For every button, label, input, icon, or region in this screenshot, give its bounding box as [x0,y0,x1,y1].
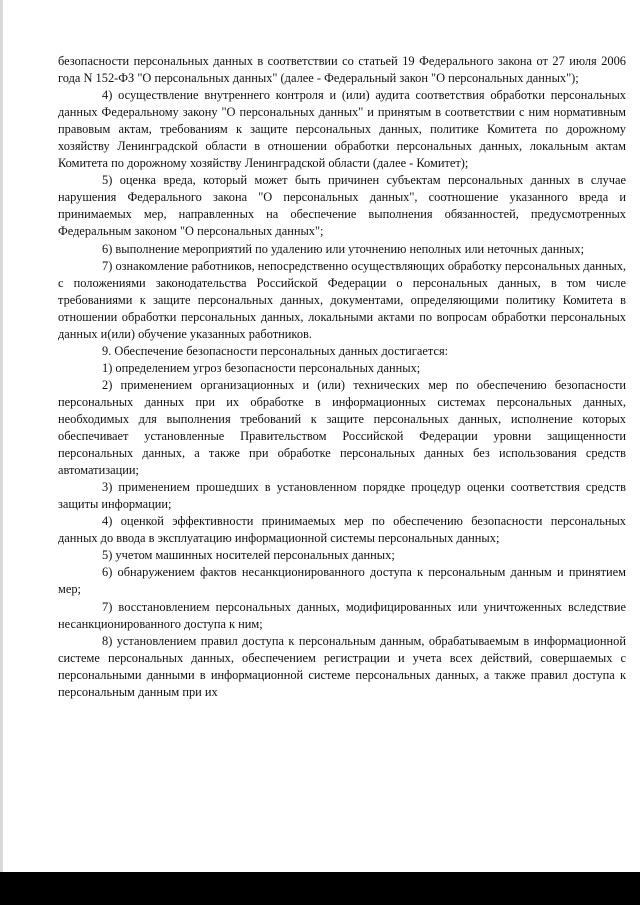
section-9-item-8: 8) установлением правил доступа к персональным данным, обрабатываемым в информационной системе персональных данных, обеспечением регистрации и учета всех действий, совершаемых с персональными данными в информационной системе персональных данных, а также правил доступа к персональным данным при их [58,633,626,699]
scan-bottom-border [0,872,640,905]
section-9-item-6: 6) обнаружением фактов несанкционированного доступа к персональным данным и принятием мер; [58,565,626,597]
section-9-item-3: 3) применением прошедших в установленном порядке процедур оценки соответствия средств защиты информации; [58,480,626,512]
paragraph-item-5: 5) оценка вреда, который может быть причинен субъектам персональных данных в случае нарушения Федерального закона "О персональных данных", соотношение указанного вреда и принимаемых мер, направленных на обеспечение выполнения обязанностей, предусмотренных Федеральным законом "О персональных данных"; [58,173,626,239]
paragraph-item-4: 4) осуществление внутреннего контроля и (или) аудита соответствия обработки персональных данных Федеральному закону "О персональных данных" и принятым в соответствии с ним нормативным правовым актам, требованиям к защите персональных данных, политике Комитета по дорожному хозяйству Ленинградской области в отношении обработки персональных данных, локальным актам Комитета по дорожному хозяйству Ленинградской области (далее - Комитет); [58,88,626,171]
section-9-item-5: 5) учетом машинных носителей персональных данных; [102,548,395,563]
section-9-item-7: 7) восстановлением персональных данных, модифицированных или уничтоженных вследствие несанкционированного доступа к ним; [58,599,626,631]
scan-edge [0,0,3,905]
document-page [58,53,626,701]
paragraph-item-7: 7) ознакомление работников, непосредственно осуществляющих обработку персональных данных, с положениями законодательства Российской Федерации о персональных данных, в том числе требованиями к защите персональных данных, документами, определяющими политику Комитета в отношении обработки персональных данных, локальными актами по вопросам обработки персональных данных и(или) обучение указанных работников. [58,258,626,341]
paragraph-continuation: безопасности персональных данных в соответствии со статьей 19 Федерального закона от 27 июля 2006 года N 152-ФЗ "О персональных данных" (далее - Федеральный закон "О персональных данных"); [58,54,626,86]
section-9-item-4: 4) оценкой эффективности принимаемых мер по обеспечению безопасности персональных данных до ввода в эксплуатацию информационной системы персональных данных; [58,514,626,546]
section-9-heading: 9. Обеспечение безопасности персональных данных достигается: [102,343,449,358]
section-9-item-1: 1) определением угроз безопасности персональных данных; [102,360,421,375]
paragraph-item-6: 6) выполнение мероприятий по удалению или уточнению неполных или неточных данных; [102,241,585,256]
section-9-item-2: 2) применением организационных и (или) технических мер по обеспечению безопасности персональных данных при их обработке в информационных системах персональных данных, необходимых для выполнения требований к защите персональных данных, исполнение которых обеспечивает установленные Правительством Российской Федерации уровни защищенности персональных данных, а также при обработке персональных данных без использования средств автоматизации; [58,377,626,478]
